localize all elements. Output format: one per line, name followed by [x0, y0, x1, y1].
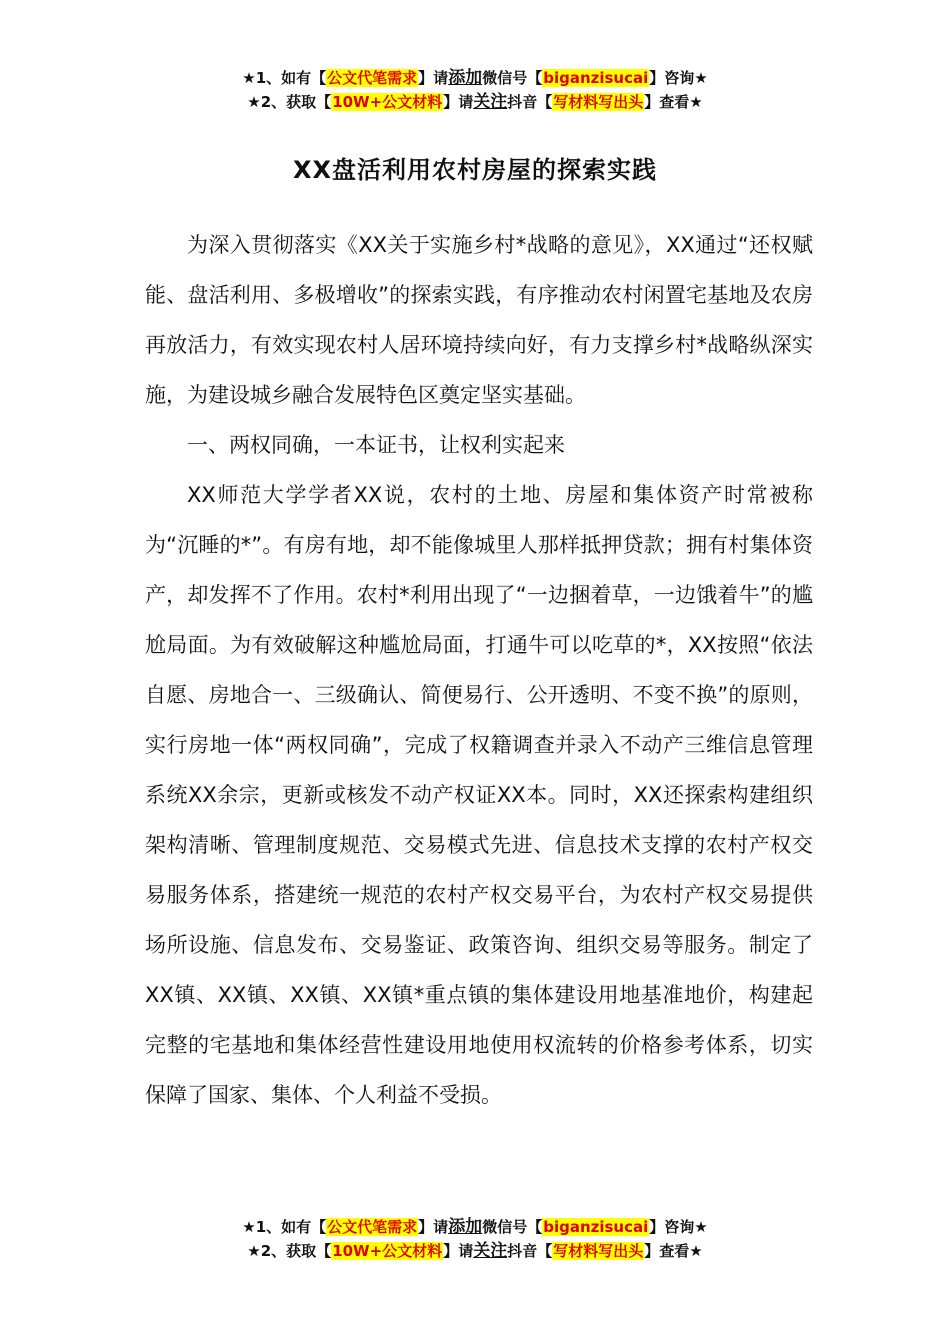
promo-highlight: biganzisucai	[543, 1218, 649, 1236]
promo-highlight: 写材料写出头	[553, 93, 644, 111]
promo-text: ★1、如有【	[242, 1218, 327, 1236]
body-paragraph: XX师范大学学者XX说，农村的土地、房屋和集体资产时常被称为“沉睡的*”。有房有地，却不能像城里人那样抵押贷款；拥有村集体资产，却发挥不了作用。农村*利用出现了“一边捆着草，一边饿着牛”的尴尬局面。为有效破解这种尴尬局面，打通牛可以吃草的*，XX按照“依法自愿、房地合一、三级确认、简便易行、公开透明、不变不换”的原则，实行房地一体“两权同确”，完成了权籍调查并录入不动产三维信息管理系统XX余宗，更新或核发不动产权证XX本。同时，XX还探索构建组织架构清晰、管理制度规范、交易模式先进、信息技术支撑的农村产权交易服务体系，搭建统一规范的农村产权交易平台，为农村产权交易提供场所设施、信息发布、交易鉴证、政策咨询、组织交易等服务。制定了XX镇、XX镇、XX镇、XX镇*重点镇的集体建设用地基准地价，构建起完整的宅基地和集体经营性建设用地使用权流转的价格参考体系，切实保障了国家、集体、个人利益不受损。	[145, 483, 813, 1107]
intro-paragraph: 为深入贯彻落实《XX关于实施乡村*战略的意见》，XX通过“还权赋能、盘活利用、多极增收”的探索实践，有序推动农村闲置宅基地及农房再放活力，有效实现农村人居环境持续向好，有力支撑乡村*战略纵深实施，为建设城乡融合发展特色区奠定坚实基础。	[145, 233, 813, 407]
promo-text: 抖音【	[507, 93, 553, 111]
promo-line-1	[0, 1215, 950, 1239]
document-title: XX盘活利用农村房屋的探索实践	[292, 156, 657, 184]
promo-underlined: 添加	[448, 68, 483, 88]
promo-text: ★1、如有【	[242, 69, 327, 87]
promo-text: 】请	[443, 93, 474, 111]
promo-underlined: 关注	[473, 1241, 508, 1261]
promo-text: 】请	[418, 1218, 449, 1236]
promo-line-2	[0, 90, 950, 114]
promo-text: 微信号【	[482, 69, 543, 87]
promo-highlight: biganzisucai	[543, 69, 649, 87]
promo-text: 微信号【	[482, 1218, 543, 1236]
promo-text: 】咨询★	[649, 69, 708, 87]
promo-line-2	[0, 1239, 950, 1263]
document-body	[145, 220, 813, 1120]
promo-text: 】咨询★	[649, 1218, 708, 1236]
header-promo-banner	[0, 66, 950, 114]
promo-text: 抖音【	[507, 1242, 553, 1260]
footer-promo-banner	[0, 1215, 950, 1263]
promo-highlight: 公文代笔需求	[327, 1218, 418, 1236]
promo-text: 】查看★	[644, 1242, 703, 1260]
promo-highlight: 10W+公文材料	[332, 1242, 443, 1260]
promo-highlight: 10W+公文材料	[332, 93, 443, 111]
promo-line-1	[0, 66, 950, 90]
promo-text: ★2、获取【	[247, 93, 332, 111]
promo-highlight: 公文代笔需求	[327, 69, 418, 87]
promo-text: 】查看★	[644, 93, 703, 111]
promo-underlined: 添加	[448, 1217, 483, 1237]
promo-text: 】请	[418, 69, 449, 87]
promo-underlined: 关注	[473, 92, 508, 112]
promo-text: ★2、获取【	[247, 1242, 332, 1260]
promo-highlight: 写材料写出头	[553, 1242, 644, 1260]
promo-text: 】请	[443, 1242, 474, 1260]
section-heading: 一、两权同确，一本证书，让权利实起来	[187, 433, 565, 457]
